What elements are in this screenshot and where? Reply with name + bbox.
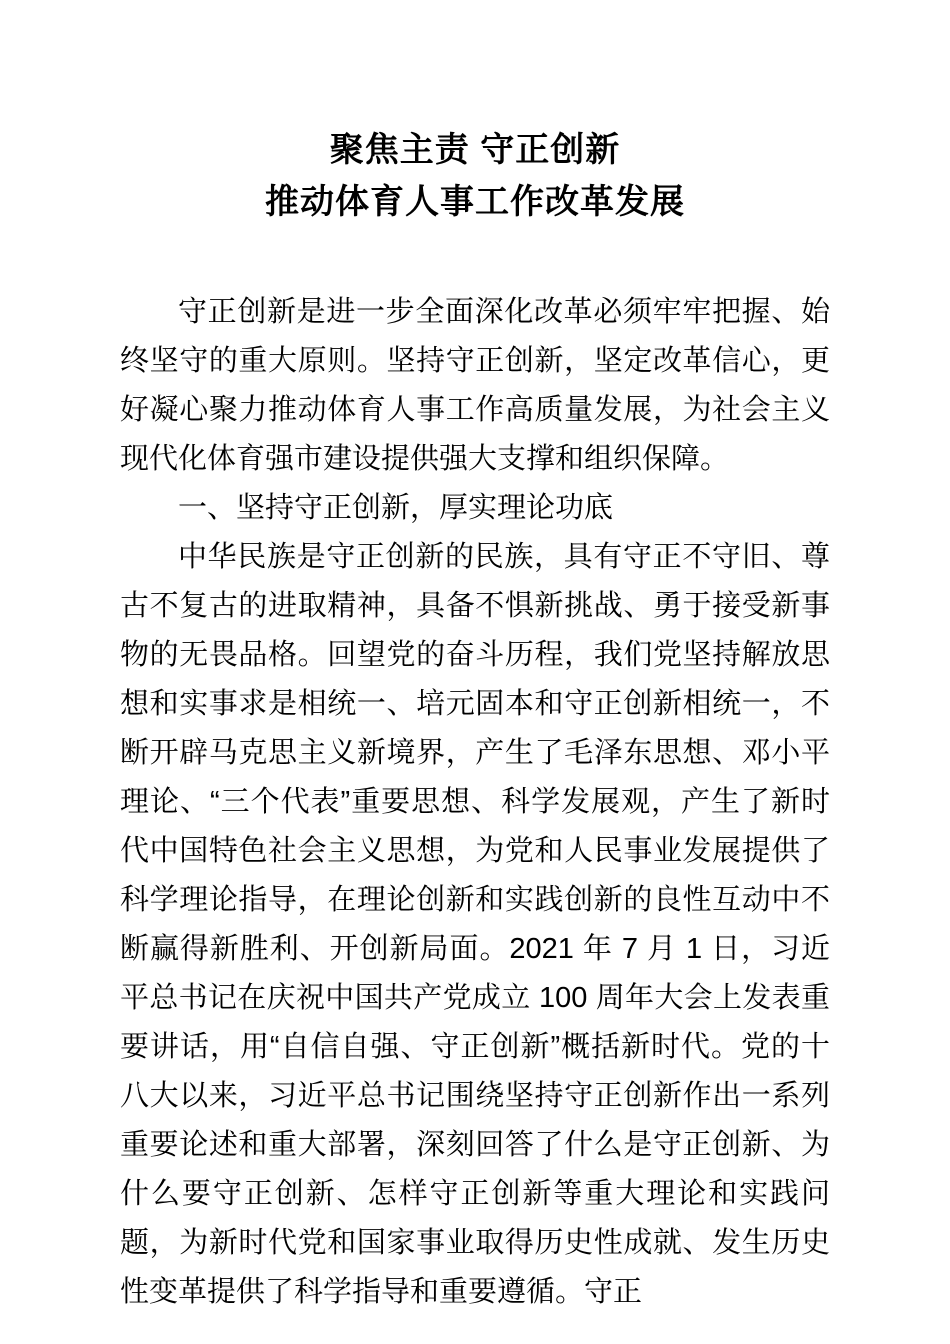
document-title-line-2: 推动体育人事工作改革发展: [265, 183, 685, 221]
document-title: [0, 124, 950, 228]
document-body: [120, 288, 830, 1317]
paragraph-section-1: 中华民族是守正创新的民族，具有守正不守旧、尊古不复古的进取精神，具备不惧新挑战、勇于接受新事物的无畏品格。回望党的奋斗历程，我们党坚持解放思想和实事求是相统一、培元固本和守正创新相统一，不断开辟马克思主义新境界，产生了毛泽东思想、邓小平理论、“三个代表”重要思想、科学发展观，产生了新时代中国特色社会主义思想，为党和人民事业发展提供了科学理论指导，在理论创新和实践创新的良性互动中不断赢得新胜利、开创新局面。2021 年 7 月 1 日，习近平总书记在庆祝中国共产党成立 100 周年大会上发表重要讲话，用“自信自强、守正创新”概括新时代。党的十八大以来，习近平总书记围绕坚持守正创新作出一系列重要论述和重大部署，深刻回答了什么是守正创新、为什么要守正创新、怎样守正创新等重大理论和实践问题，为新时代党和国家事业取得历史性成就、发生历史性变革提供了科学指导和重要遵循。守正: [120, 541, 830, 1308]
paragraph-intro: 守正创新是进一步全面深化改革必须牢牢把握、始终坚守的重大原则。坚持守正创新，坚定改革信心，更好凝心聚力推动体育人事工作高质量发展，为社会主义现代化体育强市建设提供强大支撑和组织保障。: [120, 296, 830, 475]
document-title-line-1: 聚焦主责 守正创新: [329, 131, 621, 169]
section-heading-1: 一、坚持守正创新，厚实理论功底: [178, 492, 614, 524]
